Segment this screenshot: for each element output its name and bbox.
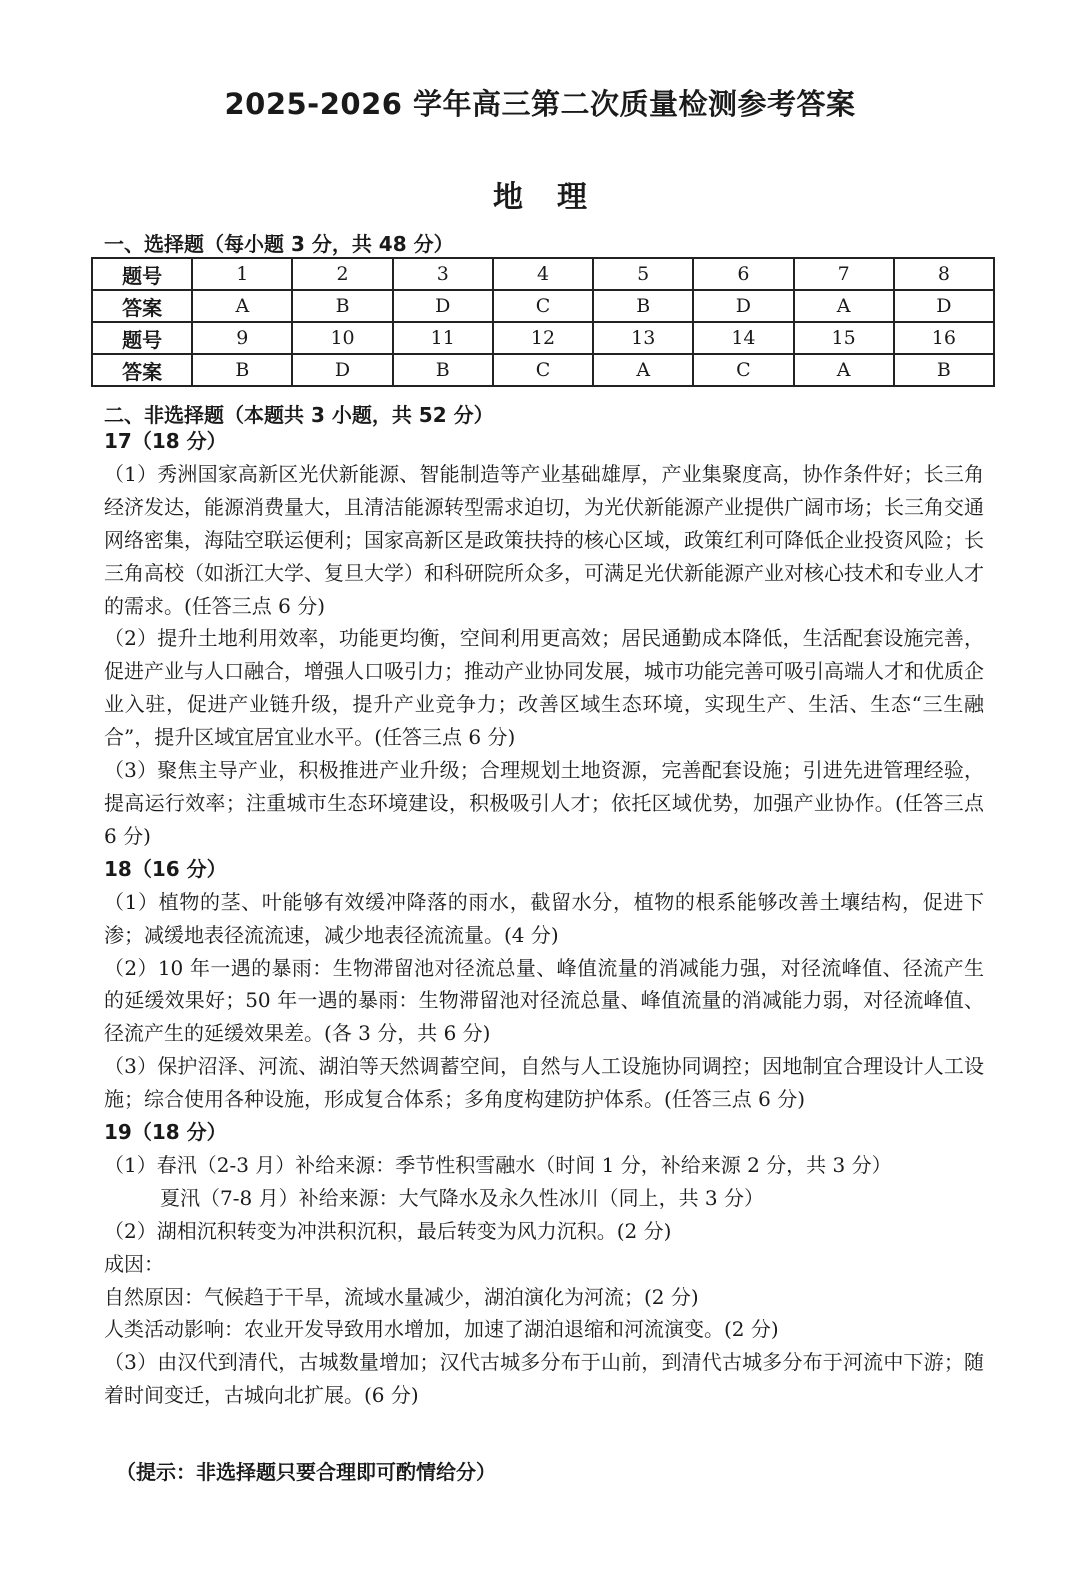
q19-cause-label: 成因： — [104, 1251, 164, 1276]
q19-title: 19（18 分） — [104, 1120, 227, 1145]
question-number: 4 — [493, 258, 593, 290]
q19-answer-1a: （1）春汛（2-3 月）补给来源：季节性积雪融水（时间 1 分，补给来源 2 分，共 3 分） — [104, 1152, 892, 1177]
q17-title: 17（18 分） — [104, 429, 227, 453]
section-2-heading: 二、非选择题（本题共 3 小题，共 52 分） — [104, 403, 494, 427]
answer-cell: A — [593, 354, 693, 386]
question-number: 11 — [393, 322, 493, 354]
answer-table — [91, 257, 995, 387]
question-number: 10 — [292, 322, 392, 354]
answer-cell: A — [794, 354, 894, 386]
answer-cell: B — [894, 354, 994, 386]
question-number: 9 — [192, 322, 292, 354]
q18-title: 18（16 分） — [104, 856, 227, 881]
row-label-question: 题号 — [92, 322, 192, 354]
answer-cell: B — [192, 354, 292, 386]
table-row — [92, 354, 994, 386]
question-number: 13 — [593, 322, 693, 354]
question-number: 3 — [393, 258, 493, 290]
answer-cell: D — [894, 290, 994, 322]
q18-answer-2: （2）10 年一遇的暴雨：生物滞留池对径流总量、峰值流量的消减能力强，对径流峰值、径流产生的延缓效果好；50 年一遇的暴雨：生物滞留池对径流总量、峰值流量的消减能力弱，对径流峰值、径流产生的延缓效果差。(各 3 分，共 6 分) — [104, 955, 984, 1046]
question-number: 1 — [192, 258, 292, 290]
row-label-answer: 答案 — [92, 354, 192, 386]
answer-cell: A — [192, 290, 292, 322]
q18-answer-1: （1）植物的茎、叶能够有效缓冲降落的雨水，截留水分，植物的根系能够改善土壤结构，促进下渗；减缓地表径流流速，减少地表径流流量。(4 分) — [104, 889, 984, 947]
q17-answer-1: （1）秀洲国家高新区光伏新能源、智能制造等产业基础雄厚，产业集聚度高，协作条件好；长三角经济发达，能源消费量大，且清洁能源转型需求迫切，为光伏新能源产业提供广阔市场；长三角交通网络密集，海陆空联运便利；国家高新区是政策扶持的核心区域，政策红利可降低企业投资风险；长三角高校（如浙江大学、复旦大学）和科研院所众多，可满足光伏新能源产业对核心技术和专业人才的需求。(任答三点 6 分) — [104, 461, 984, 618]
table-row — [92, 322, 994, 354]
answer-cell: A — [794, 290, 894, 322]
q19-answer-1b: 夏汛（7-8 月）补给来源：大气降水及永久性冰川（同上，共 3 分） — [160, 1185, 765, 1210]
q17-answer-3: （3）聚焦主导产业，积极推进产业升级；合理规划土地资源，完善配套设施；引进先进管理经验，提高运行效率；注重城市生态环境建设，积极吸引人才；依托区域优势，加强产业协作。(任答三点 6 分) — [104, 758, 984, 848]
grading-hint: （提示：非选择题只要合理即可酌情给分） — [116, 1460, 496, 1484]
answer-cell: C — [493, 354, 593, 386]
subject-title: 地理 — [493, 180, 621, 215]
question-number: 12 — [493, 322, 593, 354]
question-number: 8 — [894, 258, 994, 290]
answer-cell: C — [693, 354, 793, 386]
answer-cell: D — [693, 290, 793, 322]
answers-body — [104, 425, 984, 1412]
q19-answer-3: （3）由汉代到清代，古城数量增加；汉代古城多分布于山前，到清代古城多分布于河流中下游；随着时间变迁，古城向北扩展。(6 分) — [104, 1350, 984, 1408]
question-number: 2 — [292, 258, 392, 290]
q17-answer-2: （2）提升土地利用效率，功能更均衡，空间利用更高效；居民通勤成本降低，生活配套设施完善，促进产业与人口融合，增强人口吸引力；推动产业协同发展，城市功能完善可吸引高端人才和优质企业入驻，促进产业链升级，提升产业竞争力；改善区域生态环境，实现生产、生活、生态“三生融合”，提升区域宜居宜业水平。(任答三点 6 分) — [104, 626, 984, 750]
question-number: 7 — [794, 258, 894, 290]
q18-answer-3: （3）保护沼泽、河流、湖泊等天然调蓄空间，自然与人工设施协同调控；因地制宜合理设计人工设施；综合使用各种设施，形成复合体系；多角度构建防护体系。(任答三点 6 分) — [104, 1054, 984, 1112]
q19-human-cause: 人类活动影响：农业开发导致用水增加，加速了湖泊退缩和河流演变。(2 分) — [104, 1317, 779, 1342]
question-number: 14 — [693, 322, 793, 354]
q19-natural-cause: 自然原因：气候趋于干旱，流域水量减少，湖泊演化为河流；(2 分) — [104, 1284, 699, 1309]
q19-answer-2: （2）湖相沉积转变为冲洪积沉积，最后转变为风力沉积。(2 分) — [104, 1218, 672, 1243]
answer-cell: B — [292, 290, 392, 322]
question-number: 16 — [894, 322, 994, 354]
answer-cell: B — [393, 354, 493, 386]
question-number: 6 — [693, 258, 793, 290]
answer-cell: B — [593, 290, 693, 322]
answer-cell: D — [393, 290, 493, 322]
page-title: 2025-2026 学年高三第二次质量检测参考答案 — [224, 87, 856, 121]
row-label-question: 题号 — [92, 258, 192, 290]
row-label-answer: 答案 — [92, 290, 192, 322]
answer-cell: C — [493, 290, 593, 322]
answer-cell: D — [292, 354, 392, 386]
section-1-heading: 一、选择题（每小题 3 分，共 48 分） — [104, 232, 454, 256]
question-number: 5 — [593, 258, 693, 290]
table-row — [92, 258, 994, 290]
table-row — [92, 290, 994, 322]
question-number: 15 — [794, 322, 894, 354]
